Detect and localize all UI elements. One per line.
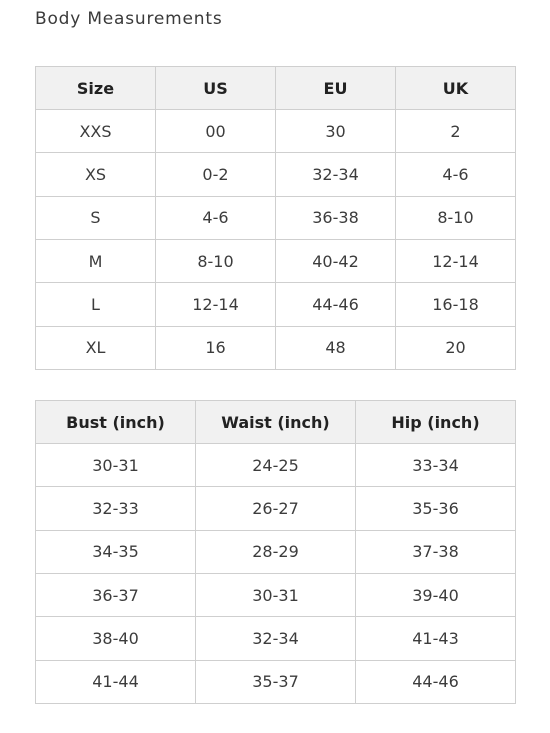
table-cell: 16-18 <box>396 283 516 326</box>
table-row <box>36 283 516 326</box>
table-cell: 20 <box>396 326 516 369</box>
header-eu: EU <box>276 67 396 110</box>
table-cell: 33-34 <box>356 444 516 487</box>
table-cell: 4-6 <box>156 196 276 239</box>
table-cell: 32-33 <box>36 487 196 530</box>
header-uk: UK <box>396 67 516 110</box>
body-measurement-table <box>35 400 516 704</box>
table-cell: 4-6 <box>396 153 516 196</box>
header-waist: Waist (inch) <box>196 401 356 444</box>
table-cell: 36-38 <box>276 196 396 239</box>
table-row <box>36 153 516 196</box>
table-cell: 8-10 <box>156 239 276 282</box>
table-cell: 30-31 <box>36 444 196 487</box>
table-header-row <box>36 401 516 444</box>
table-cell: L <box>36 283 156 326</box>
table-cell: XXS <box>36 110 156 153</box>
table-cell: 0-2 <box>156 153 276 196</box>
table-row <box>36 660 516 703</box>
table-cell: 12-14 <box>156 283 276 326</box>
table-cell: 35-36 <box>356 487 516 530</box>
header-bust: Bust (inch) <box>36 401 196 444</box>
table-cell: 35-37 <box>196 660 356 703</box>
table-cell: XL <box>36 326 156 369</box>
table-cell: 44-46 <box>276 283 396 326</box>
table-cell: 32-34 <box>196 617 356 660</box>
table-row <box>36 196 516 239</box>
table-cell: 2 <box>396 110 516 153</box>
table-row <box>36 530 516 573</box>
table-row <box>36 617 516 660</box>
table-row <box>36 110 516 153</box>
table-row <box>36 326 516 369</box>
table-cell: 44-46 <box>356 660 516 703</box>
table-cell: 00 <box>156 110 276 153</box>
table-row <box>36 444 516 487</box>
table-cell: 8-10 <box>396 196 516 239</box>
header-hip: Hip (inch) <box>356 401 516 444</box>
table-row <box>36 487 516 530</box>
table-cell: 41-44 <box>36 660 196 703</box>
header-size: Size <box>36 67 156 110</box>
table-cell: 24-25 <box>196 444 356 487</box>
size-conversion-table <box>35 66 516 370</box>
table-header-row <box>36 67 516 110</box>
table-cell: 40-42 <box>276 239 396 282</box>
table-cell: 30-31 <box>196 573 356 616</box>
table-cell: 16 <box>156 326 276 369</box>
table-cell: 38-40 <box>36 617 196 660</box>
table-cell: XS <box>36 153 156 196</box>
table-cell: 26-27 <box>196 487 356 530</box>
table-cell: S <box>36 196 156 239</box>
table-row <box>36 573 516 616</box>
table-cell: 41-43 <box>356 617 516 660</box>
table-cell: 30 <box>276 110 396 153</box>
table-cell: 48 <box>276 326 396 369</box>
table-cell: 37-38 <box>356 530 516 573</box>
table-cell: 39-40 <box>356 573 516 616</box>
table-cell: 36-37 <box>36 573 196 616</box>
table-row <box>36 239 516 282</box>
table-cell: 28-29 <box>196 530 356 573</box>
table-cell: 34-35 <box>36 530 196 573</box>
page-title: Body Measurements <box>35 9 223 29</box>
header-us: US <box>156 67 276 110</box>
table-cell: 32-34 <box>276 153 396 196</box>
table-cell: 12-14 <box>396 239 516 282</box>
table-cell: M <box>36 239 156 282</box>
